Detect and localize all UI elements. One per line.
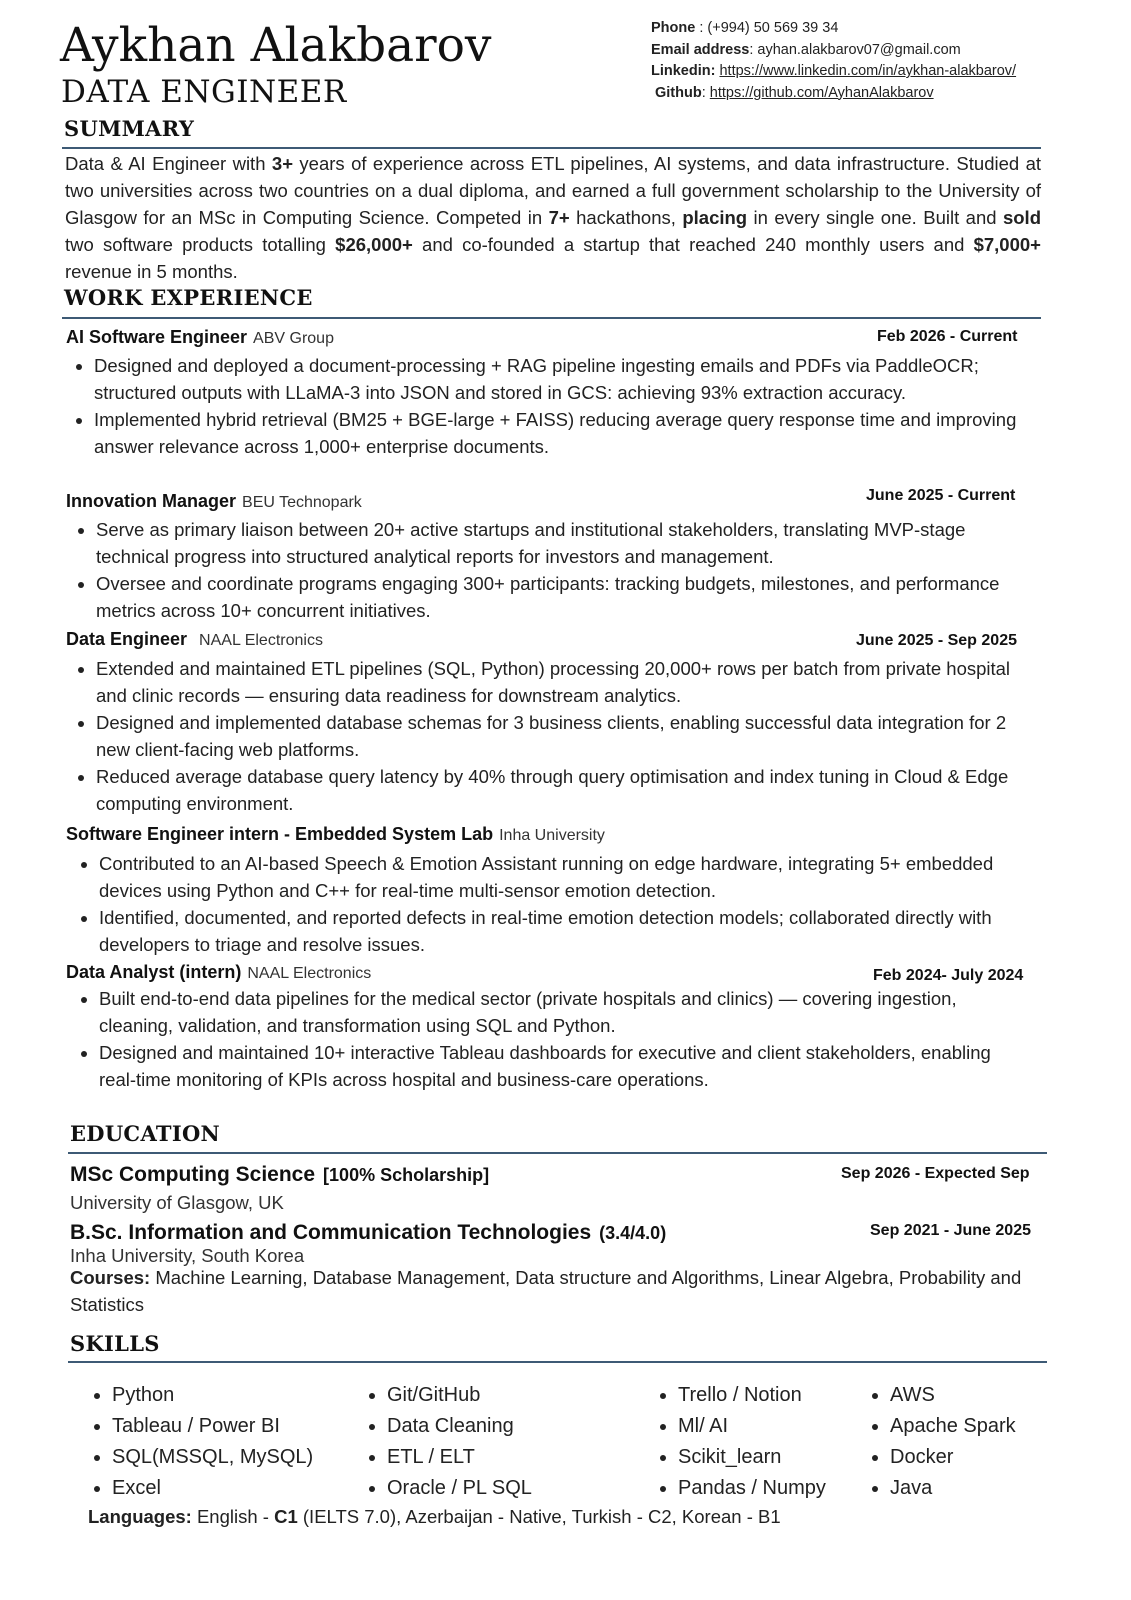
job-date: Feb 2024- July 2024: [873, 967, 1024, 984]
job-org: NAAL Electronics: [199, 632, 323, 649]
education-heading: EDUCATION: [70, 1121, 221, 1146]
job-bullet: • Designed and maintained 10+ interactive Tableau dashboards for executive and client stakeholders, enabling real-time monitoring of KPIs across hospital and business-care operations.: [99, 1039, 1019, 1093]
skill-item: • Pandas / Numpy: [678, 1473, 826, 1504]
job-bullet: • Contributed to an AI-based Speech & Emotion Assistant running on edge hardware, integrating 5+ embedded devices using Python and C++ for real-time multi-sensor emotion detection.: [99, 850, 1059, 904]
email-label: Email address: [651, 41, 750, 58]
skills-column-4: [864, 1380, 1016, 1504]
msc-degree: [70, 1162, 489, 1188]
job-bullet: • Oversee and coordinate programs engaging 300+ participants: tracking budgets, milestones, and performance metrics across 10+ concurrent initiatives.: [96, 570, 1036, 624]
job-role: AI Software Engineer: [66, 327, 248, 347]
summary-text-2: years of experience across ETL pipelines, AI systems, and data infrastructure. Studied at two universities across two countries on a dual diploma, and earned a full government scholarship to the University of Glasgow for an MSc in Computing Science. Competed in: [65, 153, 1042, 228]
job-bullets: [68, 516, 1036, 624]
education-divider: [68, 1152, 1047, 1154]
skill-item: • ETL / ELT: [387, 1442, 532, 1473]
job-bullet: • Designed and deployed a document-processing + RAG pipeline ingesting emails and PDFs via PaddleOCR; structured outputs with LLaMA-3 into JSON and stored in GCS: achieving 93% extraction accuracy.: [94, 352, 1060, 406]
summary-text-5: two software products totalling: [65, 234, 336, 255]
work-divider: [62, 317, 1041, 319]
github-row: [651, 83, 1016, 105]
summary-sold: sold: [1002, 207, 1041, 228]
summary-total: $26,000+: [335, 234, 413, 255]
work-heading: WORK EXPERIENCE: [64, 285, 313, 310]
job-org: NAAL Electronics: [247, 965, 372, 982]
job-title: [66, 628, 323, 652]
job-bullets: [68, 655, 1036, 817]
bsc-degree: [70, 1220, 666, 1246]
job-date: June 2025 - Current: [866, 487, 1016, 504]
github-link[interactable]: https://github.com/AyhanAlakbarov: [709, 84, 934, 101]
email-row: [651, 40, 1016, 62]
languages-english-level: C1: [274, 1506, 298, 1527]
msc-scholarship-tag: [100% Scholarship]: [323, 1165, 490, 1185]
phone-label: Phone: [651, 20, 696, 36]
job-bullet: • Implemented hybrid retrieval (BM25 + BGE-large + FAISS) reducing average query response time and improving answer relevance across 1,000+ enterprise documents.: [94, 406, 1060, 460]
courses-line: [70, 1264, 1050, 1318]
job-org: Inha University: [499, 827, 605, 844]
job-bullet: • Identified, documented, and reported defects in real-time emotion detection models; collaborated directly with developers to triage and resolve issues.: [99, 904, 1059, 958]
summary-heading: SUMMARY: [64, 116, 195, 141]
phone-value: : (+994) 50 569 39 34: [695, 20, 839, 36]
languages-text-2: (IELTS 7.0), Azerbaijan - Native, Turkish - C2, Korean - B1: [297, 1506, 781, 1527]
languages-line: [88, 1505, 781, 1529]
summary-revenue: $7,000+: [973, 234, 1041, 255]
job-title: [66, 326, 334, 350]
summary-divider: [62, 147, 1041, 149]
skill-item: • AWS: [890, 1380, 1016, 1411]
candidate-role: DATA ENGINEER: [61, 74, 347, 110]
bsc-gpa-tag: (3.4/4.0): [599, 1223, 667, 1243]
linkedin-row: [651, 61, 1016, 83]
linkedin-link[interactable]: https://www.linkedin.com/in/aykhan-alakbarov/: [719, 63, 1017, 79]
summary-text-7: revenue in 5 months.: [65, 261, 238, 282]
job-bullets: [71, 850, 1059, 958]
job-role: Software Engineer intern - Embedded System Lab: [66, 824, 494, 844]
job-bullet: • Reduced average database query latency by 40% through query optimisation and index tuning in Cloud & Edge computing environment.: [96, 763, 1036, 817]
summary-years: 3+: [271, 153, 293, 174]
bsc-school: Inha University, South Korea: [70, 1245, 305, 1266]
skill-item: • Python: [112, 1380, 313, 1411]
summary-text-3: hackathons,: [569, 207, 683, 228]
bsc-degree-name: B.Sc. Information and Communication Technologies: [70, 1221, 592, 1244]
candidate-name: Aykhan Alakbarov: [60, 18, 492, 73]
msc-degree-name: MSc Computing Science: [70, 1163, 316, 1186]
skills-column-2: [361, 1380, 532, 1504]
languages-text-1: English -: [191, 1506, 275, 1527]
languages-label: Languages:: [88, 1506, 192, 1527]
github-label: Github: [655, 84, 702, 101]
skill-item: • SQL(MSSQL, MySQL): [112, 1442, 313, 1473]
courses-label: Courses:: [70, 1267, 151, 1288]
job-org: BEU Technopark: [242, 494, 362, 511]
msc-school: University of Glasgow, UK: [70, 1192, 284, 1213]
job-bullets: [71, 985, 1019, 1093]
email-value: : ayhan.alakbarov07@gmail.com: [749, 41, 961, 58]
job-bullet: • Designed and implemented database schemas for 3 business clients, enabling successful data integration for 2 new client-facing web platforms.: [96, 709, 1036, 763]
linkedin-label: Linkedin:: [651, 63, 716, 79]
phone-row: [651, 18, 1016, 40]
github-sep: :: [701, 84, 710, 101]
skill-item: • Scikit_learn: [678, 1442, 826, 1473]
skill-item: • Ml/ AI: [678, 1411, 826, 1442]
bsc-date: Sep 2021 - June 2025: [870, 1222, 1031, 1239]
skill-item: • Java: [890, 1473, 1016, 1504]
summary-text-1: Data & AI Engineer with: [65, 153, 272, 174]
job-title: [66, 961, 371, 985]
job-bullet: • Extended and maintained ETL pipelines (SQL, Python) processing 20,000+ rows per batch from private hospital and clinic records — ensuring data readiness for downstream analytics.: [96, 655, 1036, 709]
job-bullet: • Serve as primary liaison between 20+ active startups and institutional stakeholders, translating MVP-stage technical progress into structured analytical reports for investors and management.: [96, 516, 1036, 570]
skills-heading: SKILLS: [70, 1331, 160, 1356]
job-bullets: [66, 352, 1060, 460]
summary-paragraph: [65, 150, 1041, 285]
job-role: Data Engineer: [66, 629, 188, 649]
summary-text-4: in every single one. Built and: [747, 207, 1003, 228]
skill-item: • Docker: [890, 1442, 1016, 1473]
job-role: Innovation Manager: [66, 491, 237, 511]
skill-item: • Excel: [112, 1473, 313, 1504]
summary-text-6: and co-founded a startup that reached 240 monthly users and: [412, 234, 974, 255]
skills-column-3: [652, 1380, 826, 1504]
job-bullet: • Built end-to-end data pipelines for the medical sector (private hospitals and clinics) — covering ingestion, cleaning, validation, and transformation using SQL and Python.: [99, 985, 1019, 1039]
msc-date: Sep 2026 - Expected Sep: [841, 1165, 1030, 1182]
skill-item: • Apache Spark: [890, 1411, 1016, 1442]
skill-item: • Tableau / Power BI: [112, 1411, 313, 1442]
job-org: ABV Group: [253, 330, 334, 347]
job-title: [66, 823, 605, 847]
contact-block: [651, 18, 1016, 104]
skill-item: • Data Cleaning: [387, 1411, 532, 1442]
job-date: Feb 2026 - Current: [877, 328, 1018, 345]
courses-list: Machine Learning, Database Management, Data structure and Algorithms, Linear Algebra, Probability and Statistics: [70, 1267, 1022, 1315]
skill-item: • Git/GitHub: [387, 1380, 532, 1411]
job-title: [66, 490, 362, 514]
summary-hackathons: 7+: [548, 207, 570, 228]
skills-column-1: [86, 1380, 313, 1504]
summary-placing: placing: [682, 207, 748, 228]
skill-item: • Oracle / PL SQL: [387, 1473, 532, 1504]
skill-item: • Trello / Notion: [678, 1380, 826, 1411]
skills-divider: [68, 1361, 1047, 1363]
job-date: June 2025 - Sep 2025: [856, 632, 1017, 649]
job-role: Data Analyst (intern): [66, 962, 242, 982]
